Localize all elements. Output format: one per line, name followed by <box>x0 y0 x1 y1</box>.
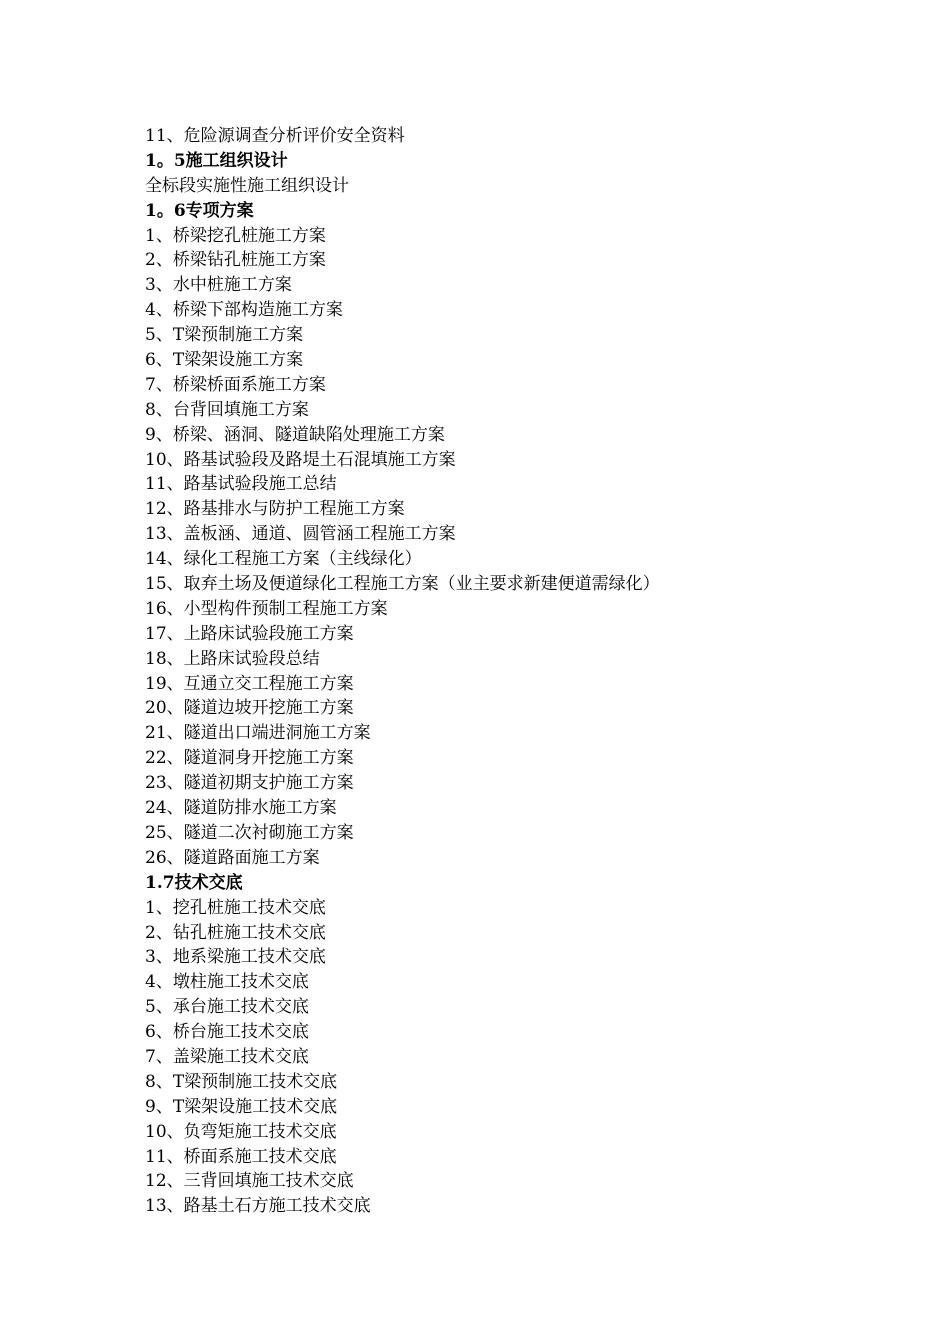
list-item: 11、危险源调查分析评价安全资料 <box>145 126 405 146</box>
list-item: 15、取弃土场及便道绿化工程施工方案（业主要求新建便道需绿化） <box>145 574 660 595</box>
list-item: 19、互通立交工程施工方案 <box>145 673 354 694</box>
list-item: 20、隧道边坡开挖施工方案 <box>145 698 354 719</box>
list-item: 16、小型构件预制工程施工方案 <box>145 598 388 619</box>
list-item: 8、T梁预制施工技术交底 <box>145 1071 338 1092</box>
list-item: 12、路基排水与防护工程施工方案 <box>145 499 405 520</box>
list-item: 21、隧道出口端进洞施工方案 <box>145 723 371 744</box>
list-item: 2、钻孔桩施工技术交底 <box>145 922 326 943</box>
list-item: 7、桥梁桥面系施工方案 <box>145 374 326 395</box>
list-item: 5、承台施工技术交底 <box>145 997 309 1018</box>
list-item: 25、隧道二次衬砌施工方案 <box>145 822 354 843</box>
section-heading: 1。5施工组织设计 <box>145 150 288 171</box>
list-item: 8、台背回填施工方案 <box>145 399 309 420</box>
list-item: 13、盖板涵、通道、圆管涵工程施工方案 <box>145 524 456 545</box>
list-item: 12、三背回填施工技术交底 <box>145 1171 354 1192</box>
list-item: 17、上路床试验段施工方案 <box>145 623 354 644</box>
list-item: 23、隧道初期支护施工方案 <box>145 773 354 794</box>
list-item: 3、水中桩施工方案 <box>145 275 292 296</box>
list-item: 24、隧道防排水施工方案 <box>145 798 337 819</box>
list-item: 22、隧道洞身开挖施工方案 <box>145 748 354 769</box>
list-item: 10、路基试验段及路堤土石混填施工方案 <box>145 449 456 470</box>
section-heading: 1。6专项方案 <box>145 200 254 221</box>
list-item: 9、桥梁、涵洞、隧道缺陷处理施工方案 <box>145 424 445 445</box>
list-item: 26、隧道路面施工方案 <box>145 847 320 868</box>
list-item: 1、挖孔桩施工技术交底 <box>145 897 326 918</box>
list-item: 6、桥台施工技术交底 <box>145 1022 309 1043</box>
list-item: 11、路基试验段施工总结 <box>145 474 337 495</box>
list-item: 11、桥面系施工技术交底 <box>145 1146 337 1167</box>
list-item: 5、T梁预制施工方案 <box>145 325 304 346</box>
list-item: 13、路基土石方施工技术交底 <box>145 1196 371 1217</box>
list-item: 全标段实施性施工组织设计 <box>145 175 349 196</box>
list-item: 2、桥梁钻孔桩施工方案 <box>145 250 326 271</box>
list-item: 10、负弯矩施工技术交底 <box>145 1121 337 1142</box>
list-item: 6、T梁架设施工方案 <box>145 350 304 371</box>
list-item: 4、桥梁下部构造施工方案 <box>145 300 343 321</box>
section-heading: 1.7技术交底 <box>145 872 243 893</box>
list-item: 1、桥梁挖孔桩施工方案 <box>145 225 326 246</box>
list-item: 4、墩柱施工技术交底 <box>145 972 309 993</box>
list-item: 9、T梁架设施工技术交底 <box>145 1096 338 1117</box>
list-item: 3、地系梁施工技术交底 <box>145 947 326 968</box>
list-item: 7、盖梁施工技术交底 <box>145 1046 309 1067</box>
document-body <box>145 124 865 1219</box>
list-item: 14、绿化工程施工方案（主线绿化） <box>145 549 422 570</box>
list-item: 18、上路床试验段总结 <box>145 648 320 669</box>
